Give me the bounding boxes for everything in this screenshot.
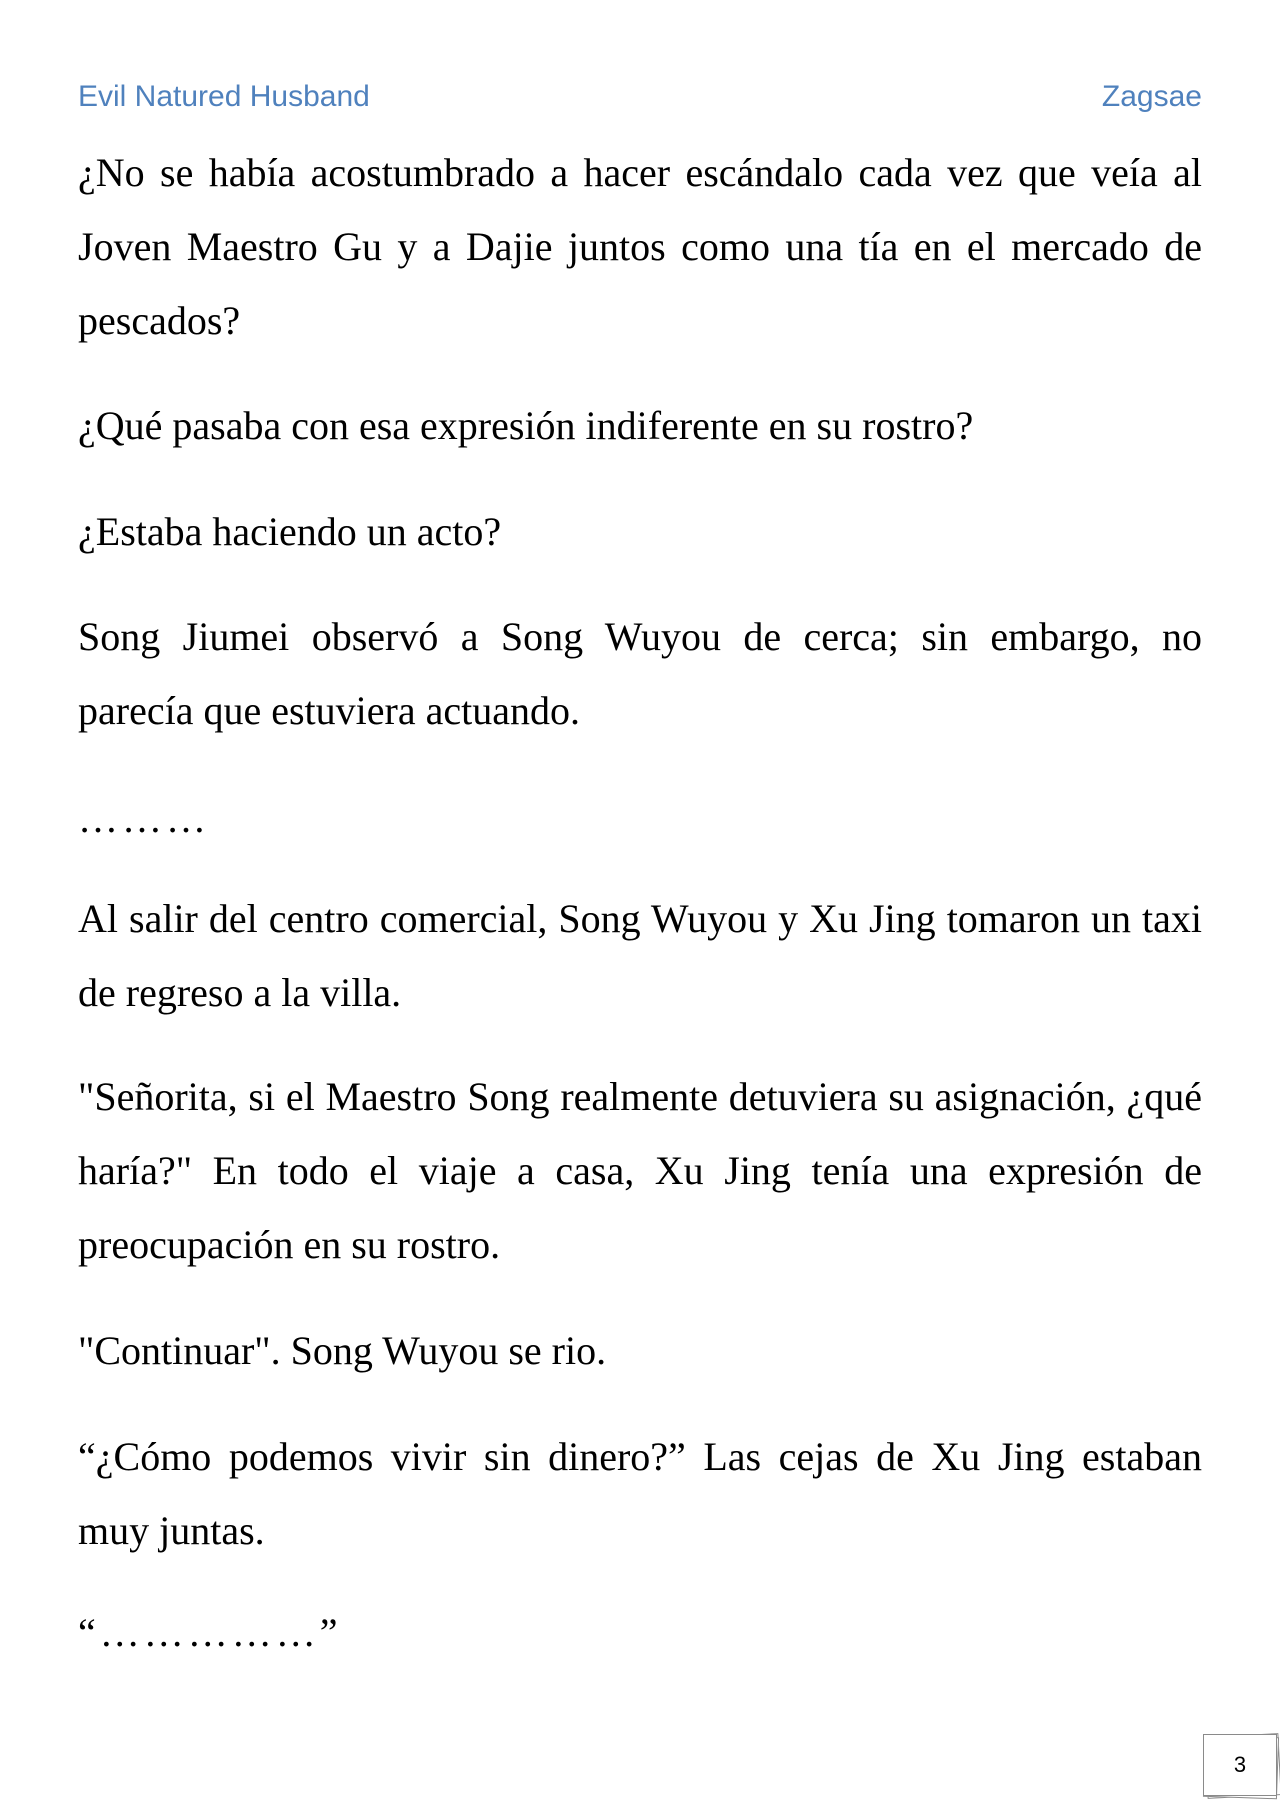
paragraph: ¿Qué pasaba con esa expresión indiferente en su rostro? <box>78 403 974 448</box>
paragraph: “……………” <box>78 1610 342 1655</box>
page-header <box>78 80 1202 120</box>
paragraph: "Continuar". Song Wuyou se rio. <box>78 1328 607 1373</box>
translator-name: Zagsae <box>1101 80 1202 113</box>
paragraph: Song Jiumei observó a Song Wuyou de cerca; sin embargo, no parecía que estuviera actuando. <box>78 614 1202 733</box>
paragraph: ¿Estaba haciendo un acto? <box>78 509 502 554</box>
page-number-box <box>1203 1734 1277 1796</box>
page-number: 3 <box>1233 1752 1247 1777</box>
book-title: Evil Natured Husband <box>78 80 370 113</box>
paragraph: "Señorita, si el Maestro Song realmente detuviera su asignación, ¿qué haría?" En todo el viaje a casa, Xu Jing tenía una expresión de preocupación en su rostro. <box>78 1074 1202 1267</box>
paragraph: Al salir del centro comercial, Song Wuyou y Xu Jing tomaron un taxi de regreso a la villa. <box>78 896 1202 1015</box>
paragraph: ¿No se había acostumbrado a hacer escándalo cada vez que veía al Joven Maestro Gu y a Dajie juntos como una tía en el mercado de pescados? <box>78 150 1202 343</box>
paragraph: “¿Cómo podemos vivir sin dinero?” Las cejas de Xu Jing estaban muy juntas. <box>78 1434 1202 1553</box>
scene-break: ……… <box>78 796 210 841</box>
